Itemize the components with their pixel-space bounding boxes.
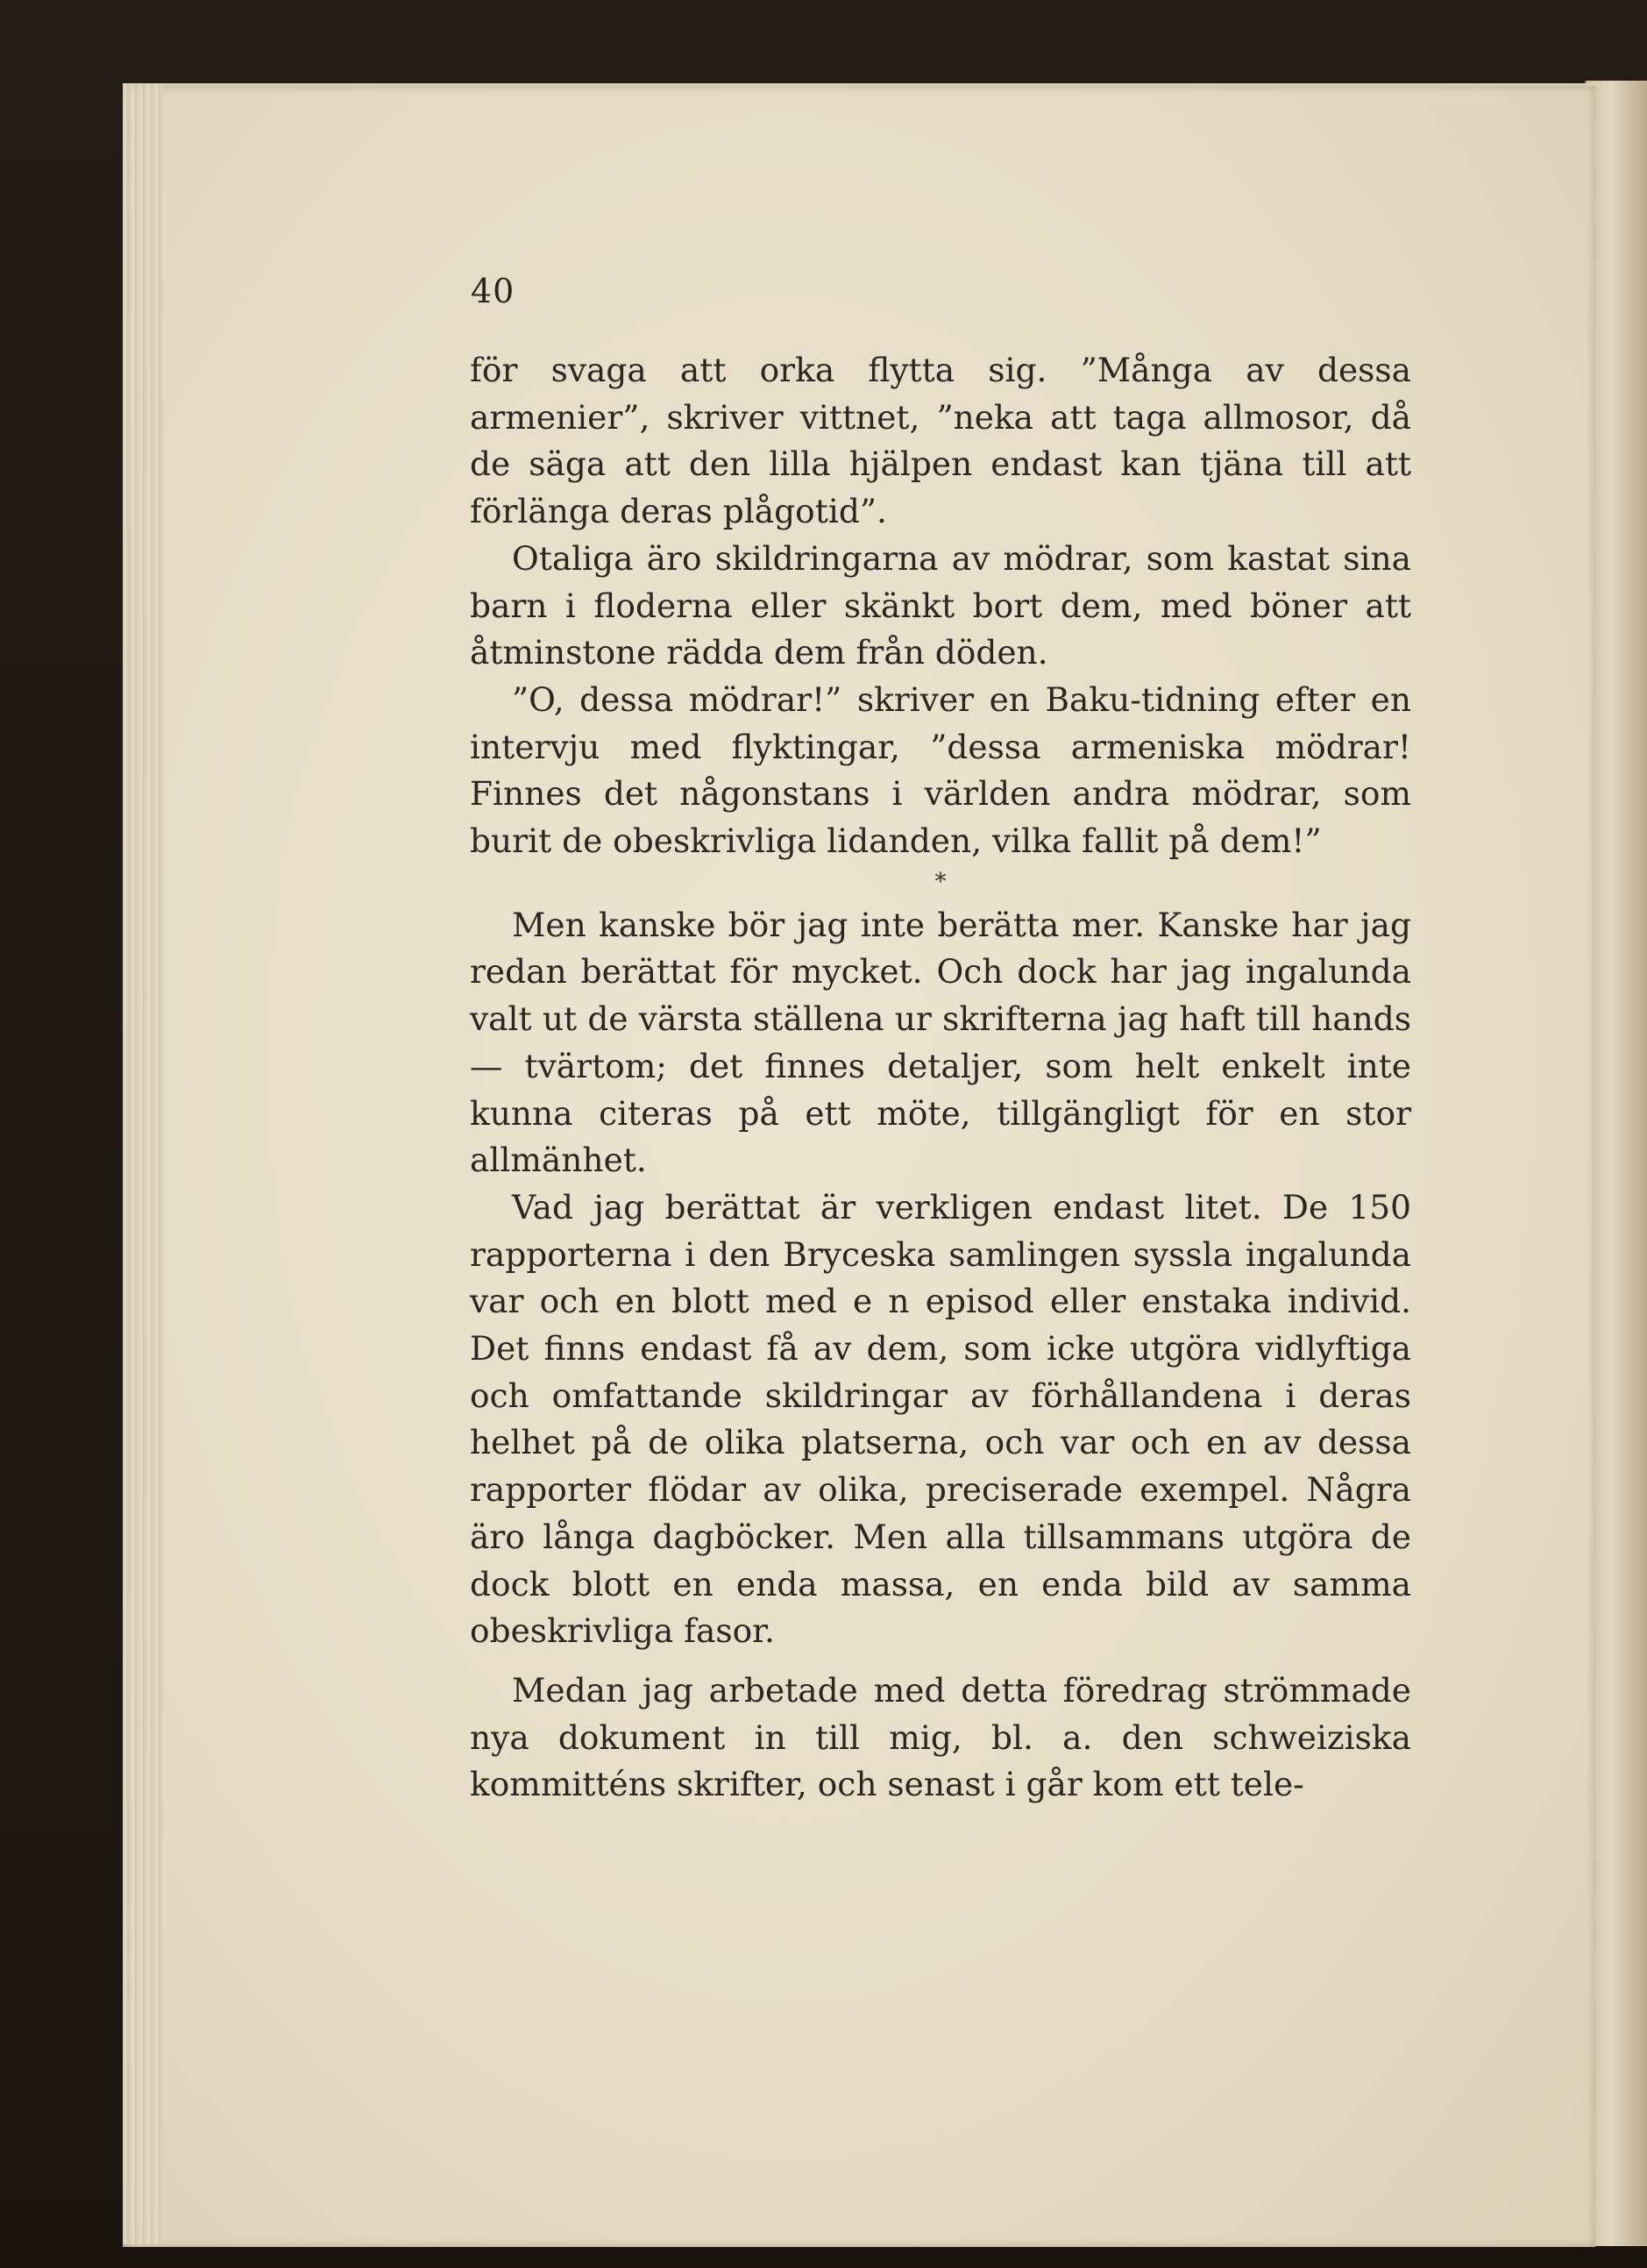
page-number: 40 — [471, 272, 515, 310]
body-text — [470, 347, 1411, 1809]
paragraph: Vad jag berättat är verkligen endast litet. De 150 rapporterna i den Bryceska samlingen syssla ingalunda var och en blott med e n episod eller enstaka individ. Det finns endast få av dem, som icke utgöra vidlyftiga och omfattande skildringar av förhållandena i deras helhet på de olika platserna, och var och en av dessa rapporter flödar av olika, preciserade exempel. Några äro långa dagböcker. Men alla tillsammans utgöra de dock blott en enda massa, en enda bild av samma obeskrivliga fasor. — [470, 1187, 1411, 1651]
section-break: * — [934, 868, 947, 895]
page-edge — [123, 83, 163, 2244]
paragraph: Men kanske bör jag inte berätta mer. Kanske har jag redan berättat för mycket. Och dock har jag ingalunda valt ut de värsta ställena ur skrifterna jag haft till hands — tvärtom; det finnes detaljer, som helt enkelt inte kunna citeras på ett möte, tillgängligt för en stor allmänhet. — [470, 905, 1411, 1180]
paragraph: Medan jag arbetade med detta föredrag strömmade nya dokument in till mig, bl. a. den schweiziska kommitténs skrifter, och senast i går kom ett tele- — [470, 1670, 1411, 1804]
paragraph: Otaliga äro skildringarna av mödrar, som kastat sina barn i floderna eller skänkt bort dem, med böner att åtminstone rädda dem från döden. — [470, 538, 1411, 672]
paragraph: ”O, dessa mödrar!” skriver en Baku-tidning efter en intervju med flyktingar, ”dessa armeniska mödrar! Finnes det någonstans i världen andra mödrar, som burit de obeskrivliga lidanden, vilka fallit på dem!” — [470, 679, 1411, 861]
paragraph: för svaga att orka flytta sig. ”Många av dessa armenier”, skriver vittnet, ”neka att taga allmosor, då de säga att den lilla hjälpen endast kan tjäna till att förlänga deras plågotid”. — [470, 351, 1411, 531]
